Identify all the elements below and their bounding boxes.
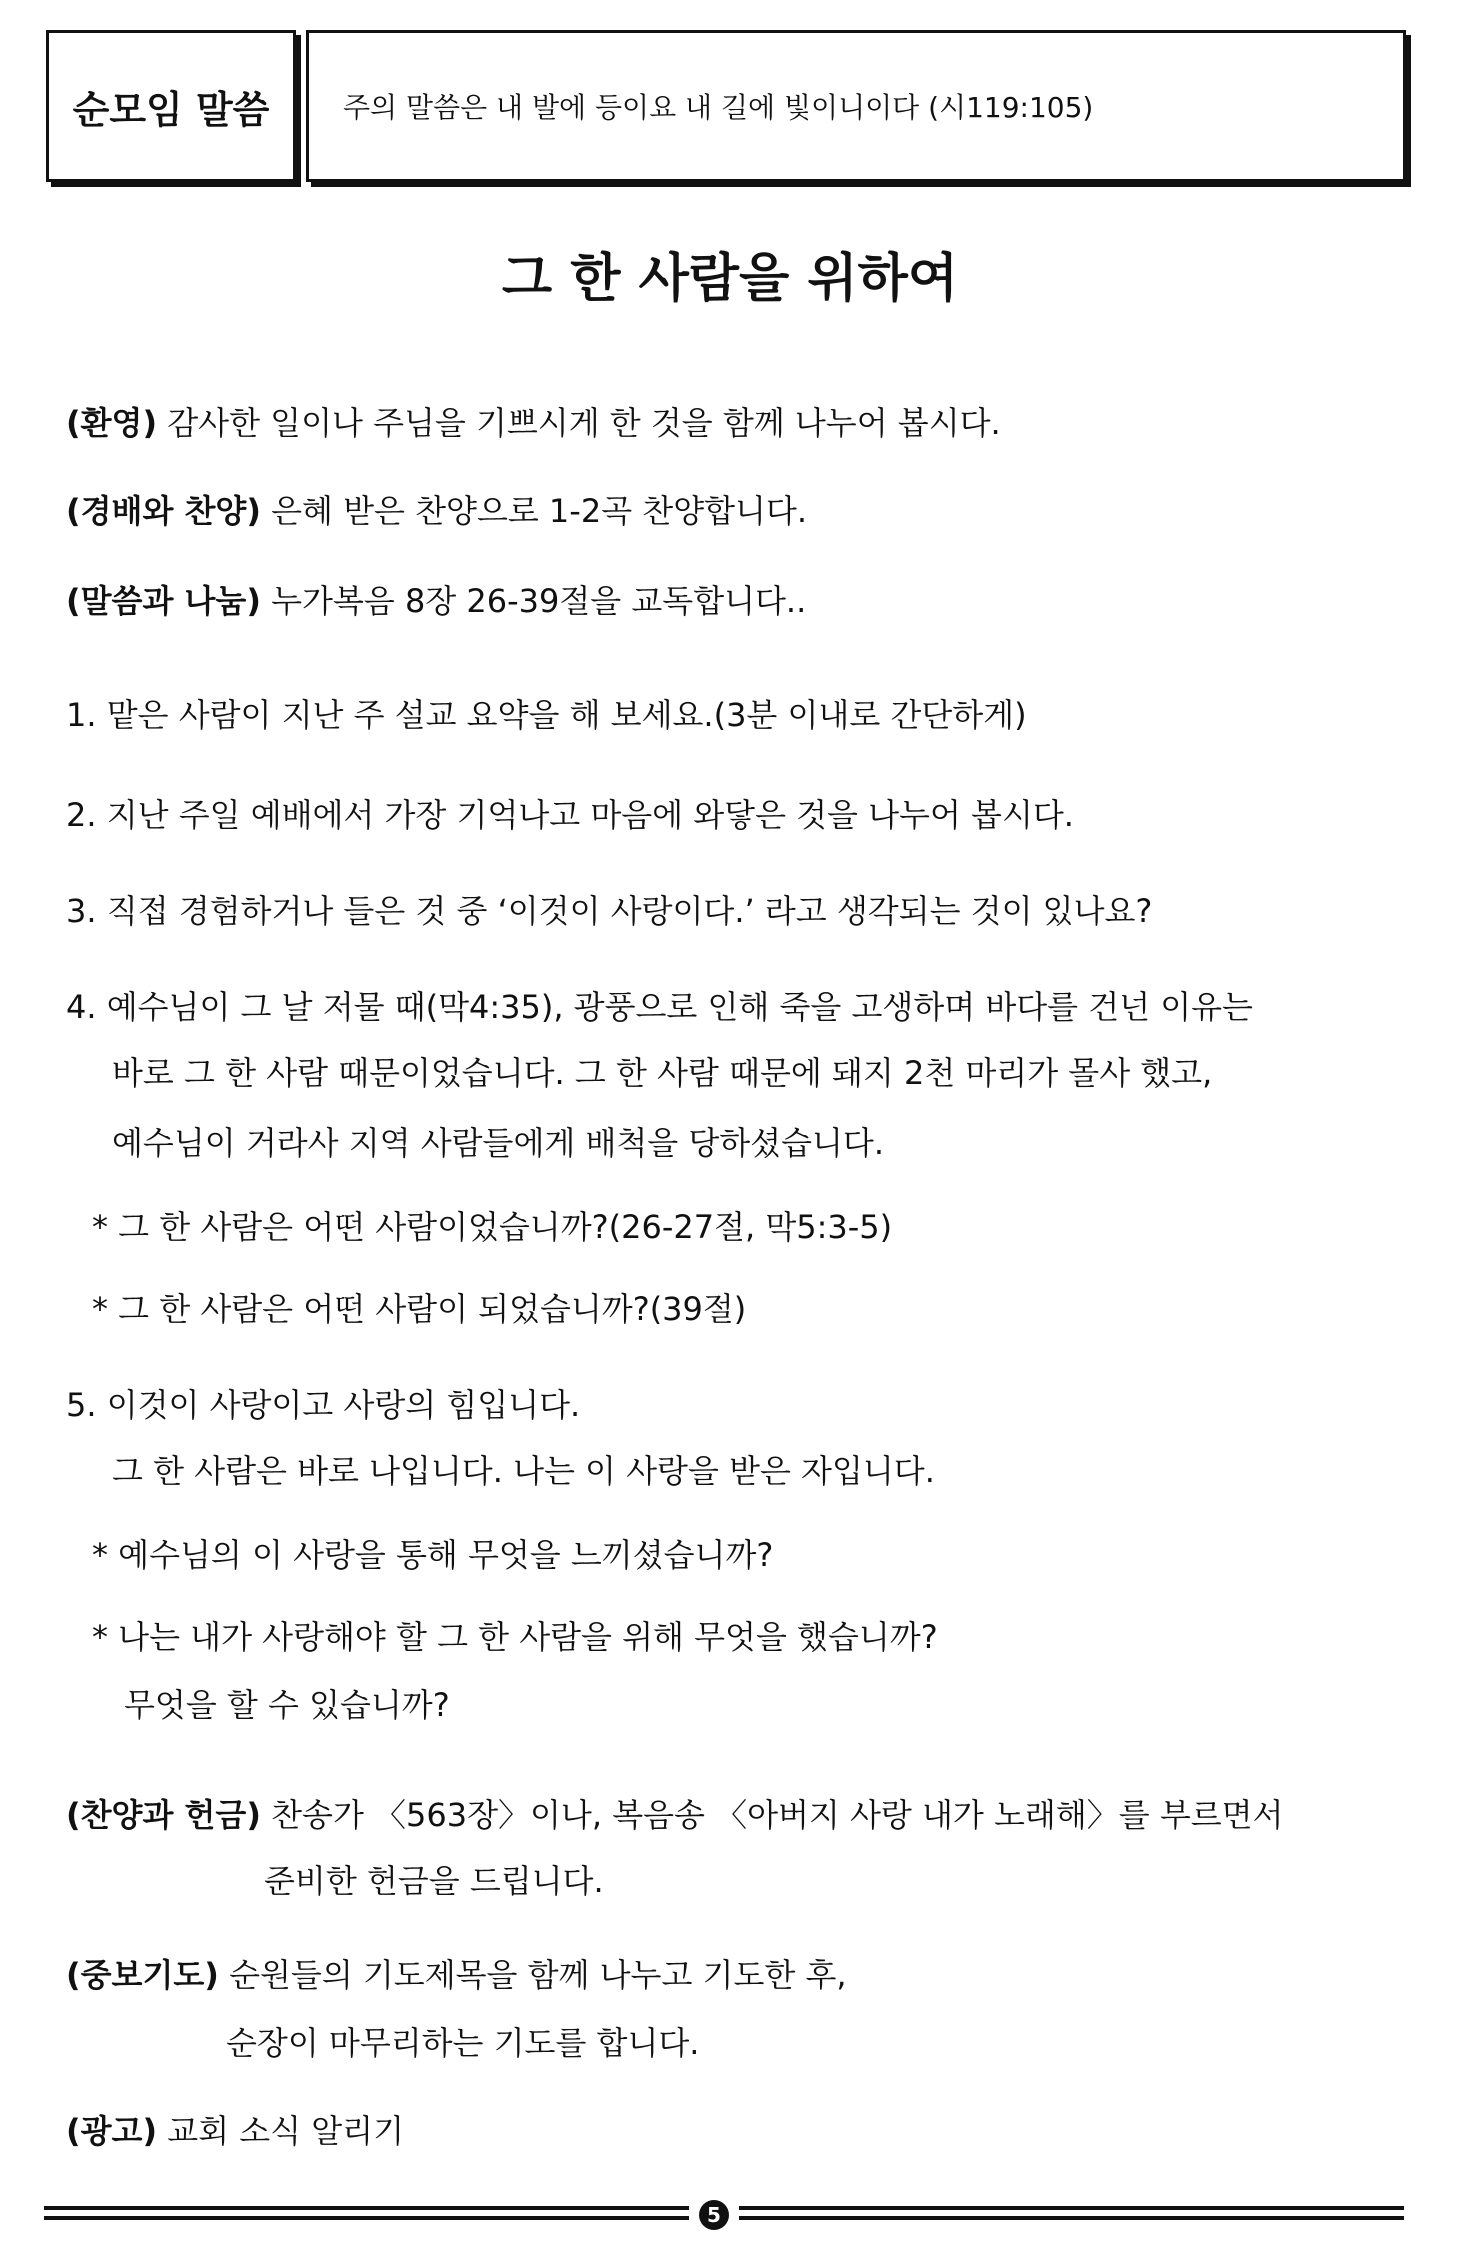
question-4-line-2: 바로 그 한 사람 때문이었습니다. 그 한 사람 때문에 돼지 2천 마리가 몰사 했고,: [112, 1054, 1213, 1092]
question-2: 2. 지난 주일 예배에서 가장 기억나고 마음에 와닿은 것을 나누어 봅시다.: [66, 796, 1074, 834]
question-5-line-2: 그 한 사람은 바로 나입니다. 나는 이 사랑을 받은 자입니다.: [112, 1452, 935, 1490]
question-4-sub-1: * 그 한 사람은 어떤 사람이었습니까?(26-27절, 막5:3-5): [92, 1208, 893, 1246]
notice-tag: (광고): [66, 2112, 158, 2150]
word-line: [66, 582, 806, 620]
welcome-line: [66, 404, 1001, 442]
page-footer: [44, 2200, 1404, 2228]
notice-text: 교회 소식 알리기: [157, 2112, 404, 2150]
prayer-tag: (중보기도): [66, 1956, 219, 1994]
page-number: 5: [699, 2200, 729, 2230]
question-3: 3. 직접 경험하거나 들은 것 중 ‘이것이 사랑이다.’ 라고 생각되는 것이 있나요?: [66, 892, 1153, 930]
question-5-line-1: 5. 이것이 사랑이고 사랑의 힘입니다.: [66, 1386, 581, 1424]
word-tag: (말씀과 나눔): [66, 582, 261, 620]
worship-text: 은혜 받은 찬양으로 1-2곡 찬양합니다.: [260, 492, 808, 530]
question-4-line-3: 예수님이 거라사 지역 사람들에게 배척을 당하셨습니다.: [112, 1124, 885, 1162]
question-5-sub-2: * 나는 내가 사랑해야 할 그 한 사람을 위해 무엇을 했습니까?: [92, 1618, 938, 1656]
question-1: 1. 맡은 사람이 지난 주 설교 요약을 해 보세요.(3분 이내로 간단하게): [66, 696, 1027, 734]
welcome-text: 감사한 일이나 주님을 기쁘시게 한 것을 함께 나누어 봅시다.: [157, 404, 1001, 442]
offering-text: 찬송가 〈563장〉이나, 복음송 〈아버지 사랑 내가 노래해〉를 부르면서: [260, 1796, 1284, 1834]
verse-box: [306, 30, 1406, 182]
question-4-sub-2: * 그 한 사람은 어떤 사람이 되었습니까?(39절): [92, 1290, 747, 1328]
verse-text: 주의 말씀은 내 발에 등이요 내 길에 빛이니이다 (시119:105): [343, 91, 1094, 124]
question-5-sub-1: * 예수님의 이 사랑을 통해 무엇을 느끼셨습니까?: [92, 1536, 774, 1574]
question-4-line-1: 4. 예수님이 그 날 저물 때(막4:35), 광풍으로 인해 죽을 고생하며 바다를 건넌 이유는: [66, 988, 1253, 1026]
worship-tag: (경배와 찬양): [66, 492, 261, 530]
notice-line: [66, 2112, 404, 2150]
offering-tag: (찬양과 헌금): [66, 1796, 261, 1834]
page-title: 그 한 사람을 위하여: [501, 249, 959, 309]
footer-rule-left-bottom: [44, 2216, 689, 2220]
section-label-box: [46, 30, 296, 182]
prayer-line-2: 순장이 마무리하는 기도를 합니다.: [226, 2024, 700, 2062]
offering-line-2: 준비한 헌금을 드립니다.: [264, 1862, 604, 1900]
footer-rule-right-bottom: [739, 2216, 1404, 2220]
worship-line: [66, 492, 807, 530]
welcome-tag: (환영): [66, 404, 158, 442]
offering-line: [66, 1796, 1283, 1834]
word-text: 누가복음 8장 26-39절을 교독합니다..: [260, 582, 807, 620]
footer-rule-left-top: [44, 2206, 689, 2210]
footer-rule-right-top: [739, 2206, 1404, 2210]
section-label: 순모임 말씀: [72, 87, 270, 132]
prayer-text: 순원들의 기도제목을 함께 나누고 기도한 후,: [218, 1956, 847, 1994]
prayer-line: [66, 1956, 847, 1994]
question-5-sub-3: 무엇을 할 수 있습니까?: [124, 1686, 450, 1724]
